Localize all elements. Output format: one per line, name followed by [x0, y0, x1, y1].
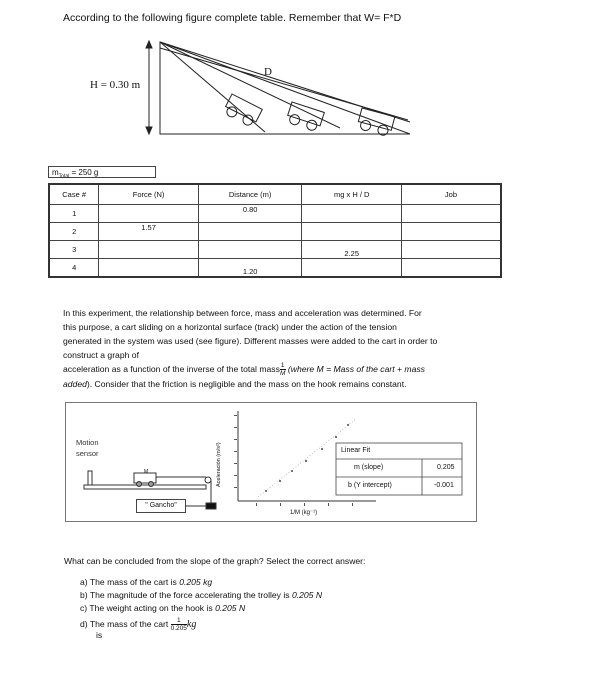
header-force: Force (N) — [99, 184, 199, 205]
experiment-description — [63, 306, 493, 391]
table-cell: 1 — [49, 205, 99, 223]
table-cell: 4 — [49, 259, 99, 278]
hook-mass-icon — [206, 503, 216, 509]
pulley-icon — [205, 477, 211, 483]
paragraph-line: added). Consider that the friction is negligible and the mass on the hook remains constant. — [63, 379, 407, 390]
header-case: Case # — [49, 184, 99, 205]
apparatus-drawing — [66, 403, 476, 521]
table-cell[interactable] — [99, 241, 199, 259]
experiment-figure — [65, 402, 477, 522]
distance-label: D — [264, 66, 272, 78]
track — [84, 485, 206, 489]
option-b[interactable]: b) The magnitude of the force accelerating the trolley is 0.205 N — [80, 590, 323, 600]
table-cell[interactable] — [401, 223, 501, 241]
table-row — [49, 241, 501, 259]
header-distance: Distance (m) — [198, 184, 302, 205]
work-table — [48, 183, 502, 278]
table-cell: 1.57 — [99, 223, 199, 241]
table-cell: 3 — [49, 241, 99, 259]
intercept-label: b (Y intercept) — [348, 482, 392, 489]
fit-line — [258, 419, 356, 497]
table-row — [49, 259, 501, 278]
table-cell[interactable] — [302, 259, 402, 278]
table-header-row — [49, 184, 501, 205]
option-d-fraction: $\frac{1}{0.205}$ — [170, 617, 187, 632]
table-cell: 2.25 — [302, 241, 402, 259]
paragraph-line: In this experiment, the relationship between force, mass and acceleration was determined. For — [63, 308, 422, 318]
table-row — [49, 205, 501, 223]
paragraph-line: acceleration as a function of the inverse of the total mass $\frac{1}{M}$ (where M = Mass of the cart + mass — [63, 362, 425, 378]
intercept-value: -0.001 — [434, 482, 454, 489]
table-cell[interactable] — [401, 259, 501, 278]
table-cell[interactable] — [302, 223, 402, 241]
sensor-label-line2: sensor — [76, 449, 99, 458]
fit-title: Linear Fit — [341, 447, 371, 454]
inverse-mass-fraction: $\frac{1}{M}$ — [279, 362, 286, 378]
option-d[interactable]: d) The mass of the cart $\frac{1}{0.205}$ kg — [80, 617, 197, 632]
sensor-label-line1: Motion — [76, 438, 99, 447]
header-mgh: mg x H / D — [302, 184, 402, 205]
cart-3 — [357, 108, 395, 136]
table-cell[interactable] — [401, 205, 501, 223]
cart-mass-label: M — [144, 469, 149, 475]
slope-label: m (slope) — [354, 464, 384, 471]
table-cell: 1.20 — [198, 259, 302, 278]
paragraph-line: construct a graph of — [63, 350, 139, 360]
table-cell: 0.80 — [198, 205, 302, 223]
question-text: What can be concluded from the slope of the graph? Select the correct answer: — [64, 556, 366, 566]
slope-value: 0.205 — [437, 464, 455, 471]
table-cell[interactable] — [99, 205, 199, 223]
hook-label: " Gancho" — [136, 499, 186, 513]
paragraph-line: this purpose, a cart sliding on a horizontal surface (track) under the action of the tension — [63, 322, 397, 332]
cart-1 — [222, 94, 262, 128]
height-label: H = 0.30 m — [90, 79, 141, 91]
incline-triangle — [160, 42, 410, 134]
y-axis-label: Aceleración (m/s²) — [216, 442, 222, 487]
x-axis-label: 1/M (kg⁻¹) — [290, 510, 318, 516]
ramp-top — [160, 48, 408, 120]
table-cell[interactable] — [99, 259, 199, 278]
motion-sensor-icon — [88, 471, 92, 485]
answer-options — [80, 576, 322, 642]
page-heading: According to the following figure complete table. Remember that W= F*D — [63, 12, 402, 24]
table-cell: 2 — [49, 223, 99, 241]
header-job: Job — [401, 184, 501, 205]
option-d-tail: is — [96, 630, 103, 640]
mass-total-label: $m_{Total} = 250$ g — [48, 166, 156, 178]
table-cell[interactable] — [302, 205, 402, 223]
table-row — [49, 223, 501, 241]
option-c[interactable]: c) The weight acting on the hook is 0.205 N — [80, 603, 246, 613]
table-cell[interactable] — [198, 223, 302, 241]
axis-ticks — [234, 415, 353, 506]
option-a[interactable]: a) The mass of the cart is 0.205 kg — [80, 577, 213, 587]
table-cell[interactable] — [401, 241, 501, 259]
table-cell[interactable] — [198, 241, 302, 259]
paragraph-line: generated in the system was used (see figure). Different masses were added to the cart in order to — [63, 336, 438, 346]
